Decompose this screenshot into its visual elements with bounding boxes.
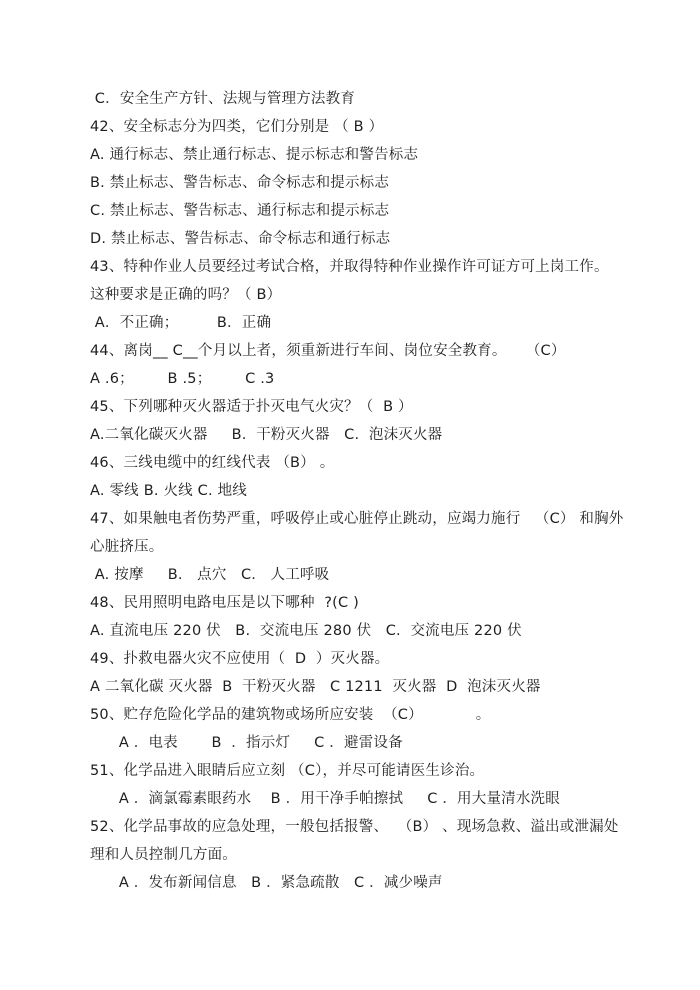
- document-line: A ．滴氯霉素眼药水 B ．用干净手帕擦拭 C ．用大量清水洗眼: [90, 791, 560, 807]
- document-line: B. 禁止标志、警告标志、命令标志和提示标志: [90, 175, 390, 191]
- document-line: A. 通行标志、禁止通行标志、提示标志和警告标志: [90, 147, 419, 163]
- document-line: 45、下列哪种灭火器适于扑灭电气火灾？（ B ）: [90, 399, 413, 415]
- document-line: 这种要求是正确的吗？（ B）: [90, 287, 282, 303]
- document-line: 心脏挤压。: [90, 539, 164, 555]
- document-line: 52、化学品事故的应急处理，一般包括报警、 （B） 、现场急救、溢出或泄漏处: [90, 819, 619, 835]
- document-line: A. 按摩 B. 点穴 C. 人工呼吸: [90, 567, 330, 583]
- document-line: A ．发布新闻信息 B ．紧急疏散 C ．减少噪声: [90, 875, 443, 891]
- document-line: C．安全生产方针、法规与管理方法教育: [90, 91, 356, 107]
- document-line: 48、民用照明电路电压是以下哪种 ?(C ): [90, 595, 360, 611]
- document-line: 50、贮存危险化学品的建筑物或场所应安装 （C） 。: [90, 707, 491, 723]
- document-line: 42、安全标志分为四类，它们分别是 （ B ）: [90, 119, 384, 135]
- document-line: 49、扑救电器火灾不应使用（ D ）灭火器。: [90, 651, 390, 667]
- document-line: A．不正确； B．正确: [90, 315, 272, 331]
- document-line: 46、三线电缆中的红线代表 （B） 。: [90, 455, 335, 471]
- document-line: 43、特种作业人员要经过考试合格，并取得特种作业操作许可证方可上岗工作。: [90, 259, 609, 275]
- document-line: C. 禁止标志、警告标志、通行标志和提示标志: [90, 203, 390, 219]
- document-line: A.二氧化碳灭火器 B. 干粉灭火器 C. 泡沫灭火器: [90, 427, 443, 443]
- document-line: A. 直流电压 220 伏 B. 交流电压 280 伏 C. 交流电压 220 伏: [90, 623, 522, 639]
- document-line: 51、化学品进入眼睛后应立刻 （C），并尽可能请医生诊治。: [90, 763, 485, 779]
- document-line: D. 禁止标志、警告标志、命令标志和通行标志: [90, 231, 391, 247]
- document-line: 44、离岗__ C__个月以上者，须重新进行车间、岗位安全教育。 （C）: [90, 343, 566, 359]
- document-line: A ．电表 B ．指示灯 C ．避雷设备: [90, 735, 403, 751]
- document-line: 47、如果触电者伤势严重，呼吸停止或心脏停止跳动，应竭力施行 （C） 和胸外: [90, 511, 624, 527]
- document-line: 理和人员控制几方面。: [90, 847, 237, 863]
- document-line: A 二氧化碳 灭火器 B 干粉灭火器 C 1211 灭火器 D 泡沫灭火器: [90, 679, 541, 695]
- document-line: A .6； B .5； C .3: [90, 371, 275, 387]
- document-line: A. 零线 B. 火线 C. 地线: [90, 483, 248, 499]
